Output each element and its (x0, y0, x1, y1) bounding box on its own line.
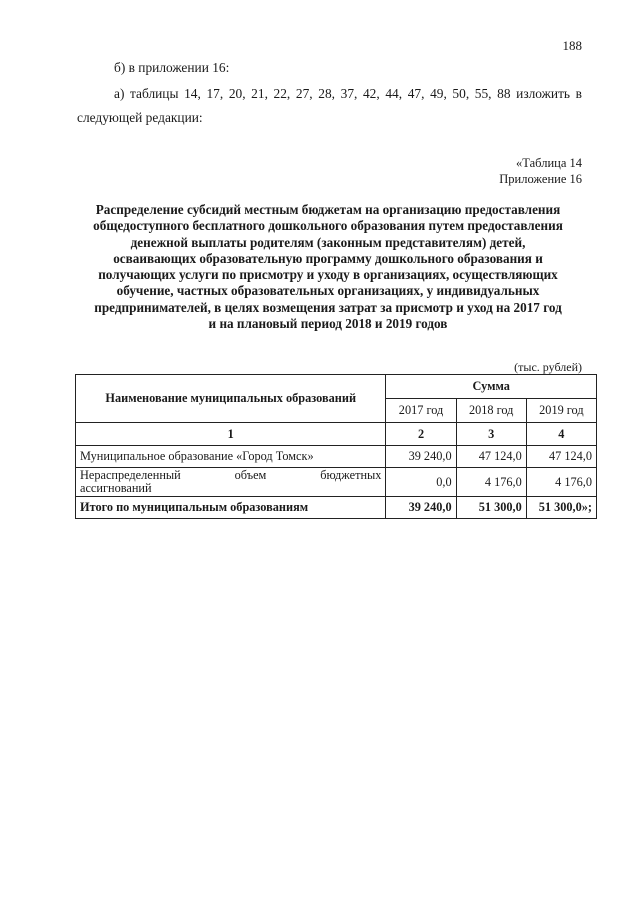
document-title (74, 202, 582, 332)
table-row (76, 446, 597, 468)
table-row (76, 468, 597, 497)
closing-quote: »; (581, 500, 592, 514)
intro-item-a-continuation: следующей редакции: (77, 110, 203, 125)
units-label: (тыс. рублей) (514, 360, 582, 374)
value-2018: 4 176,0 (456, 468, 526, 497)
intro-item-a: а) таблицы 14, 17, 20, 21, 22, 27, 28, 37, 42, 44, 47, 49, 50, 55, 88 изложить в (114, 86, 582, 101)
total-row (76, 497, 597, 519)
row-name: Муниципальное образование «Город Томск» (76, 446, 386, 468)
table-header-row (76, 375, 597, 399)
intro-item-b: б) в приложении 16: (114, 60, 230, 75)
title-line: обучение, частных образовательных организациях, у индивидуальных (116, 283, 540, 299)
year-header-2018: 2018 год (456, 399, 526, 423)
title-line: предпринимателей, в целях возмещения затрат за присмотр и уход на 2017 год (94, 299, 562, 315)
row-name-line: Нераспределенный объем бюджетных (80, 468, 382, 482)
table-reference-line: «Таблица 14 (516, 156, 582, 170)
column-numbers-row (76, 423, 597, 446)
total-2019-cell (526, 497, 596, 519)
value-2019: 47 124,0 (526, 446, 596, 468)
title-line: осваивающих образовательную программу дошкольного образования и (113, 250, 543, 266)
year-header-2017: 2017 год (386, 399, 456, 423)
title-line: денежной выплаты родителям (законным представителям) детей, (130, 234, 526, 250)
header-name-cell: Наименование муниципальных образований (76, 375, 386, 423)
total-2017: 39 240,0 (386, 497, 456, 519)
row-name (76, 468, 386, 497)
value-2017: 39 240,0 (386, 446, 456, 468)
title-line: получающих услуги по присмотру и уходу в организациях, осуществляющих (98, 267, 558, 283)
total-2018: 51 300,0 (456, 497, 526, 519)
column-number: 3 (456, 423, 526, 446)
row-name-line: ассигнований (80, 481, 152, 495)
page-number: 188 (562, 38, 582, 53)
appendix-reference-line: Приложение 16 (499, 172, 582, 186)
table-reference (0, 155, 582, 187)
subsidy-table (75, 374, 597, 519)
value-2017: 0,0 (386, 468, 456, 497)
column-number: 2 (386, 423, 456, 446)
value-2018: 47 124,0 (456, 446, 526, 468)
value-2019: 4 176,0 (526, 468, 596, 497)
year-header-2019: 2019 год (526, 399, 596, 423)
title-line: и на плановый период 2018 и 2019 годов (208, 316, 448, 332)
column-number: 1 (76, 423, 386, 446)
total-2019: 51 300,0 (538, 500, 582, 514)
column-number: 4 (526, 423, 596, 446)
title-line: общедоступного бесплатного дошкольного образования путем предоставления (93, 218, 563, 234)
title-line: Распределение субсидий местным бюджетам на организацию предоставления (95, 202, 561, 217)
total-name: Итого по муниципальным образованиям (76, 497, 386, 519)
header-sum-cell: Сумма (386, 375, 597, 399)
